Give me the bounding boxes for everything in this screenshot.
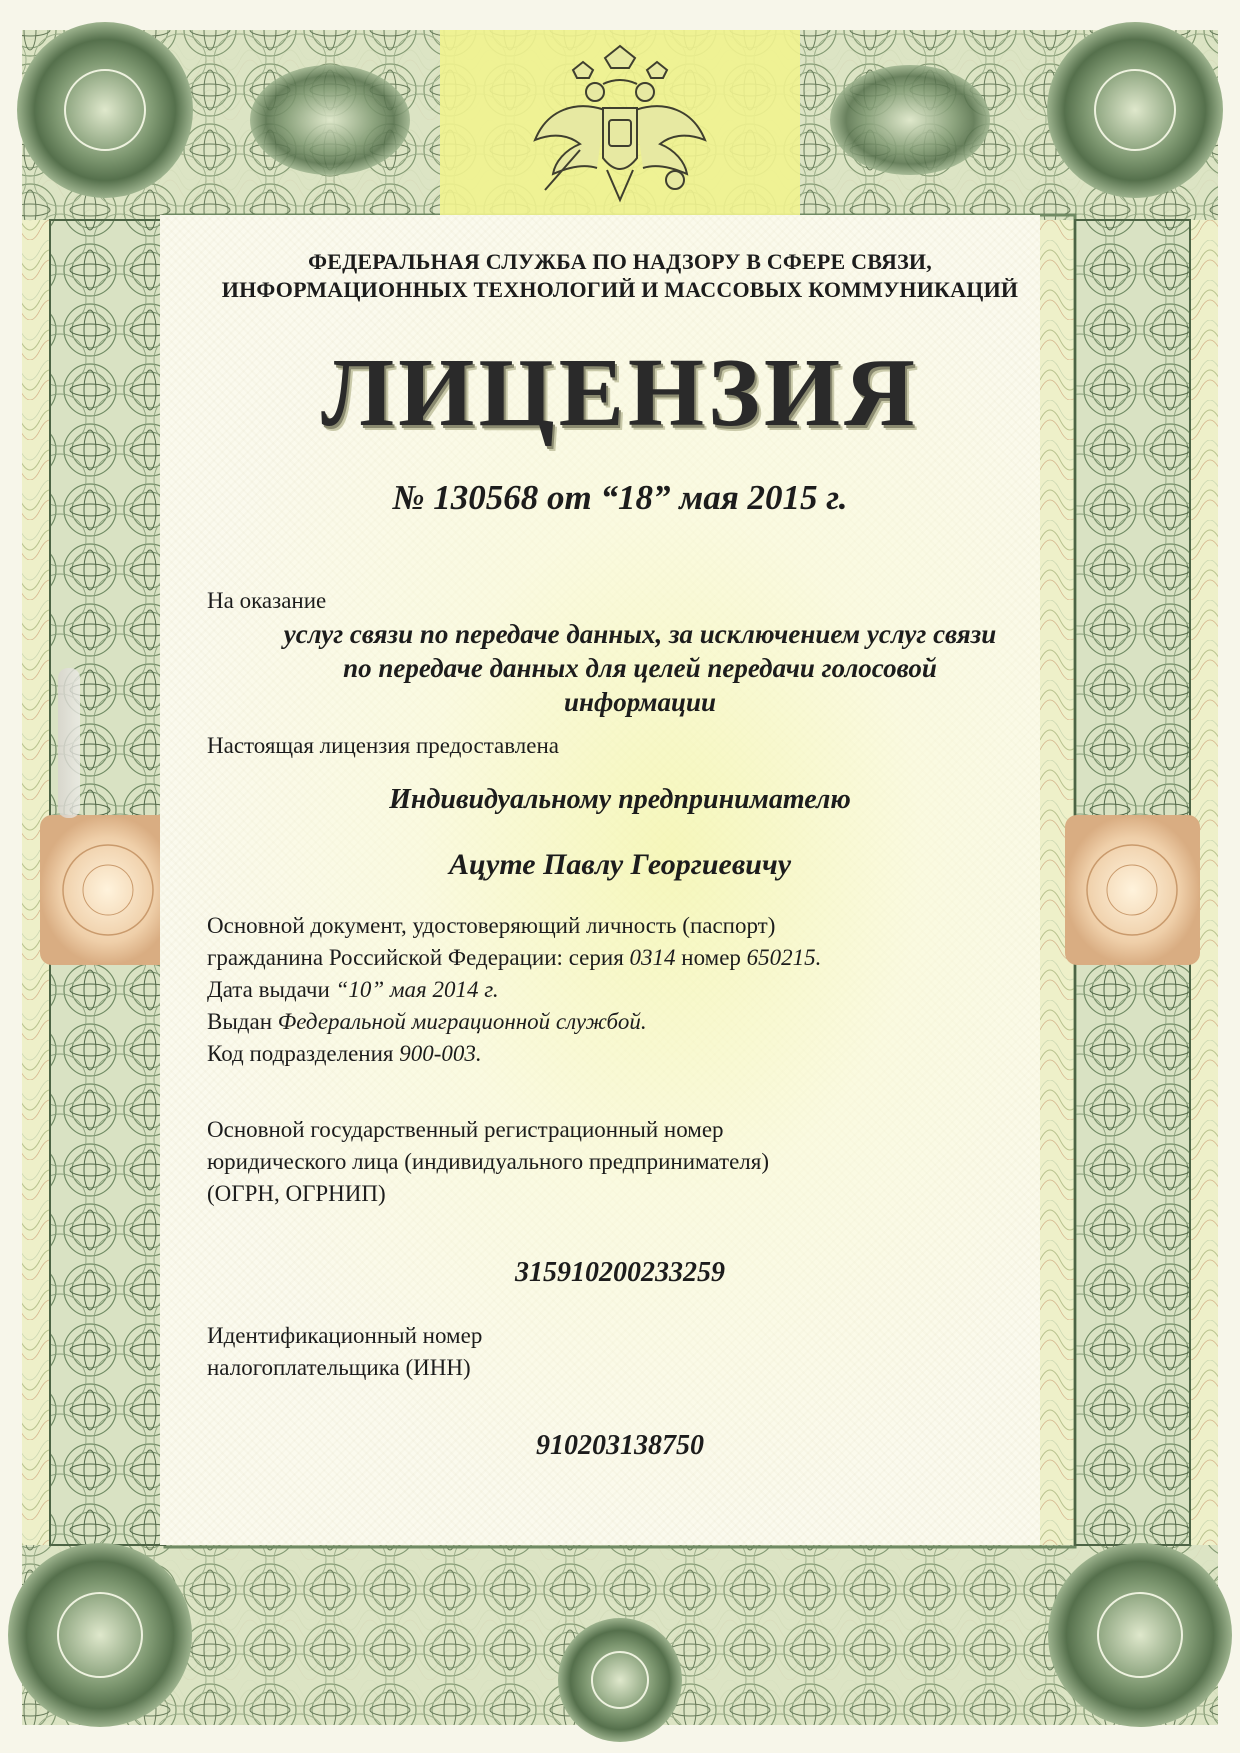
- issue-date: “10” мая 2014 г.: [335, 977, 499, 1002]
- inn-line-1: Идентификационный номер: [207, 1323, 483, 1348]
- ogrn-value: 315910200233259: [515, 1257, 725, 1288]
- inn-label-block: [207, 1320, 1027, 1384]
- identity-line-2: [207, 942, 1027, 974]
- issued-by: Федеральной миграционной службой.: [277, 1009, 647, 1034]
- issue-date-row: [207, 974, 1027, 1006]
- service-line-1: услуг связи по передаче данных, за исключением услуг связи: [283, 619, 997, 649]
- corner-rosette-bottom-right: [1048, 1543, 1232, 1727]
- ogrn-line-2: юридического лица (индивидуального предпринимателя): [207, 1149, 770, 1174]
- division-code: 900-003.: [399, 1041, 482, 1066]
- passport-number: 650215.: [746, 945, 822, 970]
- identity-document-block: [207, 910, 1027, 1070]
- agency-line-2: ИНФОРМАЦИОННЫХ ТЕХНОЛОГИЙ И МАССОВЫХ КОММУНИКАЦИЙ: [221, 277, 1019, 302]
- identity-line-1: Основной документ, удостоверяющий личность (паспорт): [207, 913, 776, 938]
- holder-name: Ацуте Павлу Георгиевичу: [448, 848, 792, 881]
- issue-date-label: Дата выдачи: [207, 977, 336, 1002]
- punch-hole: [58, 668, 80, 818]
- agency-line-1: ФЕДЕРАЛЬНАЯ СЛУЖБА ПО НАДЗОРУ В СФЕРЕ СВЯЗИ,: [308, 249, 932, 274]
- identity-citizen-label: гражданина Российской Федерации: серия: [207, 945, 630, 970]
- coat-of-arms-icon: [525, 40, 715, 220]
- corner-rosette-top-right: [1047, 22, 1223, 198]
- service-line-2: по передаче данных для целей передачи голосовой: [343, 653, 937, 683]
- ogrn-line-1: Основной государственный регистрационный номер: [207, 1117, 724, 1142]
- passport-number-label: номер: [675, 945, 747, 970]
- issued-by-row: [207, 1006, 1027, 1038]
- provision-label: На оказание: [207, 588, 327, 613]
- ogrn-label-block: [207, 1114, 1027, 1210]
- granted-label: Настоящая лицензия предоставлена: [207, 733, 559, 758]
- corner-rosette-bottom-left: [8, 1543, 192, 1727]
- service-line-3: информации: [563, 687, 717, 717]
- license-number: № 130568 от “18” мая 2015 г.: [392, 478, 848, 517]
- issued-by-label: Выдан: [207, 1009, 278, 1034]
- inn-line-2: налогоплательщика (ИНН): [207, 1355, 471, 1380]
- holder-type: Индивидуальному предпринимателю: [389, 784, 851, 815]
- inn-value: 910203138750: [536, 1430, 704, 1461]
- division-code-row: [207, 1038, 1027, 1070]
- division-code-label: Код подразделения: [207, 1041, 400, 1066]
- ogrn-line-3: (ОГРН, ОГРНИП): [207, 1181, 386, 1206]
- passport-series: 0314: [629, 945, 676, 970]
- service-description: [200, 617, 1080, 719]
- agency-name: [170, 248, 1070, 304]
- corner-rosette-top-left: [17, 22, 193, 198]
- document-title: ЛИЦЕНЗИЯ: [321, 339, 919, 447]
